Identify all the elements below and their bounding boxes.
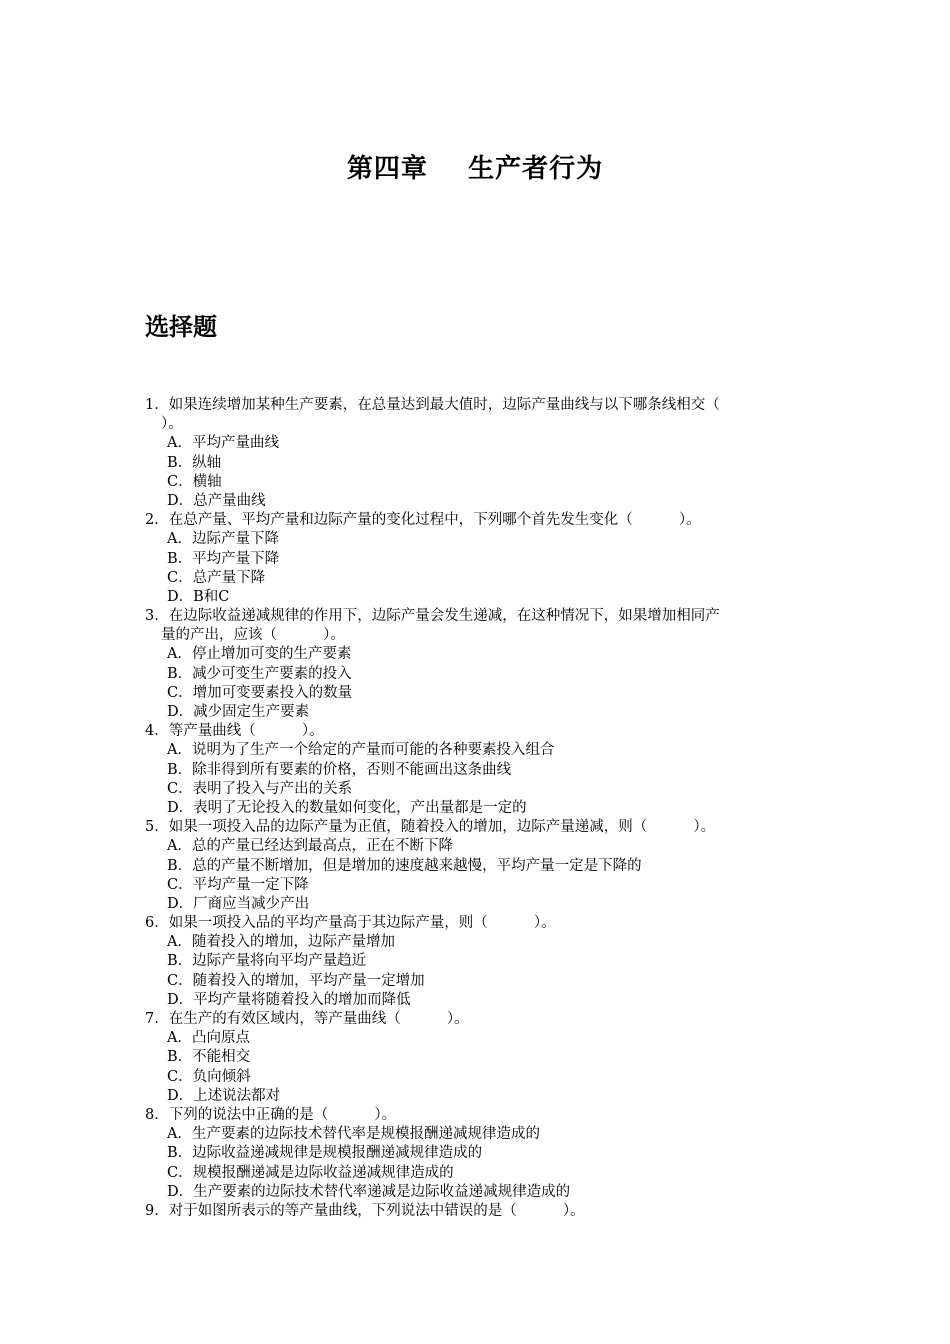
- question-stem: 3．在边际收益递减规律的作用下，边际产量会发生递减，在这种情况下，如果增加相同产: [145, 608, 720, 625]
- question-1: [145, 396, 825, 511]
- answer-option: B．不能相交: [167, 1049, 251, 1066]
- question-5: [145, 818, 825, 914]
- answer-option: D．平均产量将随着投入的增加而降低: [167, 991, 411, 1008]
- answer-option: D．总产量曲线: [167, 492, 266, 509]
- answer-option: A．平均产量曲线: [167, 435, 279, 452]
- question-stem: 4．等产量曲线（ ）。: [145, 723, 324, 740]
- question-stem: 9．对于如图所表示的等产量曲线，下列说法中错误的是（ ）。: [145, 1202, 585, 1219]
- question-stem: 1．如果连续增加某种生产要素，在总量达到最大值时，边际产量曲线与以下哪条线相交（: [145, 397, 720, 413]
- question-7: [145, 1010, 825, 1106]
- chapter-title: 第四章 生产者行为: [346, 154, 604, 184]
- answer-option: B．平均产量下降: [167, 550, 280, 567]
- answer-option: D．减少固定生产要素: [167, 704, 310, 720]
- question-stem-continued: 量的产出，应该（ ）。: [161, 627, 345, 644]
- answer-option: B．边际产量将向平均产量趋近: [167, 953, 367, 970]
- question-list: [145, 396, 825, 1221]
- answer-option: C．表明了投入与产出的关系: [167, 780, 353, 797]
- answer-option: C．随着投入的增加，平均产量一定增加: [167, 972, 425, 989]
- question-6: [145, 914, 825, 1010]
- answer-option: D．表明了无论投入的数量如何变化，产出量都是一定的: [167, 799, 527, 816]
- answer-option: C．负向倾斜: [167, 1068, 251, 1085]
- answer-option: A．凸向原点: [167, 1030, 250, 1047]
- answer-option: C．总产量下降: [167, 569, 266, 586]
- answer-option: A．生产要素的边际技术替代率是规模报酬递减规律造成的: [167, 1126, 540, 1143]
- answer-option: A．随着投入的增加，边际产量增加: [167, 934, 395, 951]
- question-stem: 2．在总产量、平均产量和边际产量的变化过程中，下列哪个首先发生变化（ ）。: [145, 512, 701, 529]
- section-title: 选择题: [145, 313, 217, 341]
- answer-option: C．规模报酬递减是边际收益递减规律造成的: [167, 1164, 454, 1181]
- answer-option: B．总的产量不断增加，但是增加的速度越来越慢，平均产量一定是下降的: [167, 857, 642, 874]
- answer-option: C．平均产量一定下降: [167, 876, 309, 893]
- answer-option: D．生产要素的边际技术替代率递减是边际收益递减规律造成的: [167, 1183, 571, 1200]
- question-4: [145, 722, 825, 818]
- answer-option: B．除非得到所有要素的价格，否则不能画出这条曲线: [167, 761, 512, 778]
- answer-option: A．总的产量已经达到最高点，正在不断下降: [167, 838, 453, 855]
- question-2: [145, 511, 825, 607]
- answer-option: C．增加可变要素投入的数量: [167, 684, 353, 701]
- answer-option: D．B和C: [167, 588, 230, 605]
- question-stem: 5．如果一项投入品的边际产量为正值，随着投入的增加，边际产量递减，则（ ）。: [145, 819, 716, 836]
- question-stem: 6．如果一项投入品的平均产量高于其边际产量，则（ ）。: [145, 915, 556, 932]
- question-stem: 7．在生产的有效区域内，等产量曲线（ ）。: [145, 1011, 469, 1027]
- answer-option: D．厂商应当减少产出: [167, 895, 310, 912]
- question-stem: 8．下列的说法中正确的是（ ）。: [145, 1106, 397, 1123]
- answer-option: D．上述说法都对: [167, 1087, 281, 1104]
- question-3: [145, 607, 825, 722]
- question-9: [145, 1202, 825, 1221]
- question-stem-continued: ）。: [161, 416, 183, 433]
- answer-option: B．减少可变生产要素的投入: [167, 665, 352, 682]
- answer-option: A．说明为了生产一个给定的产量而可能的各种要素投入组合: [167, 742, 555, 759]
- answer-option: B．边际收益递减规律是规模报酬递减规律造成的: [167, 1145, 483, 1162]
- answer-option: A．停止增加可变的生产要素: [167, 646, 352, 663]
- answer-option: A．边际产量下降: [167, 531, 279, 548]
- question-8: [145, 1106, 825, 1202]
- answer-option: B．纵轴: [167, 454, 222, 471]
- answer-option: C．横轴: [167, 473, 222, 490]
